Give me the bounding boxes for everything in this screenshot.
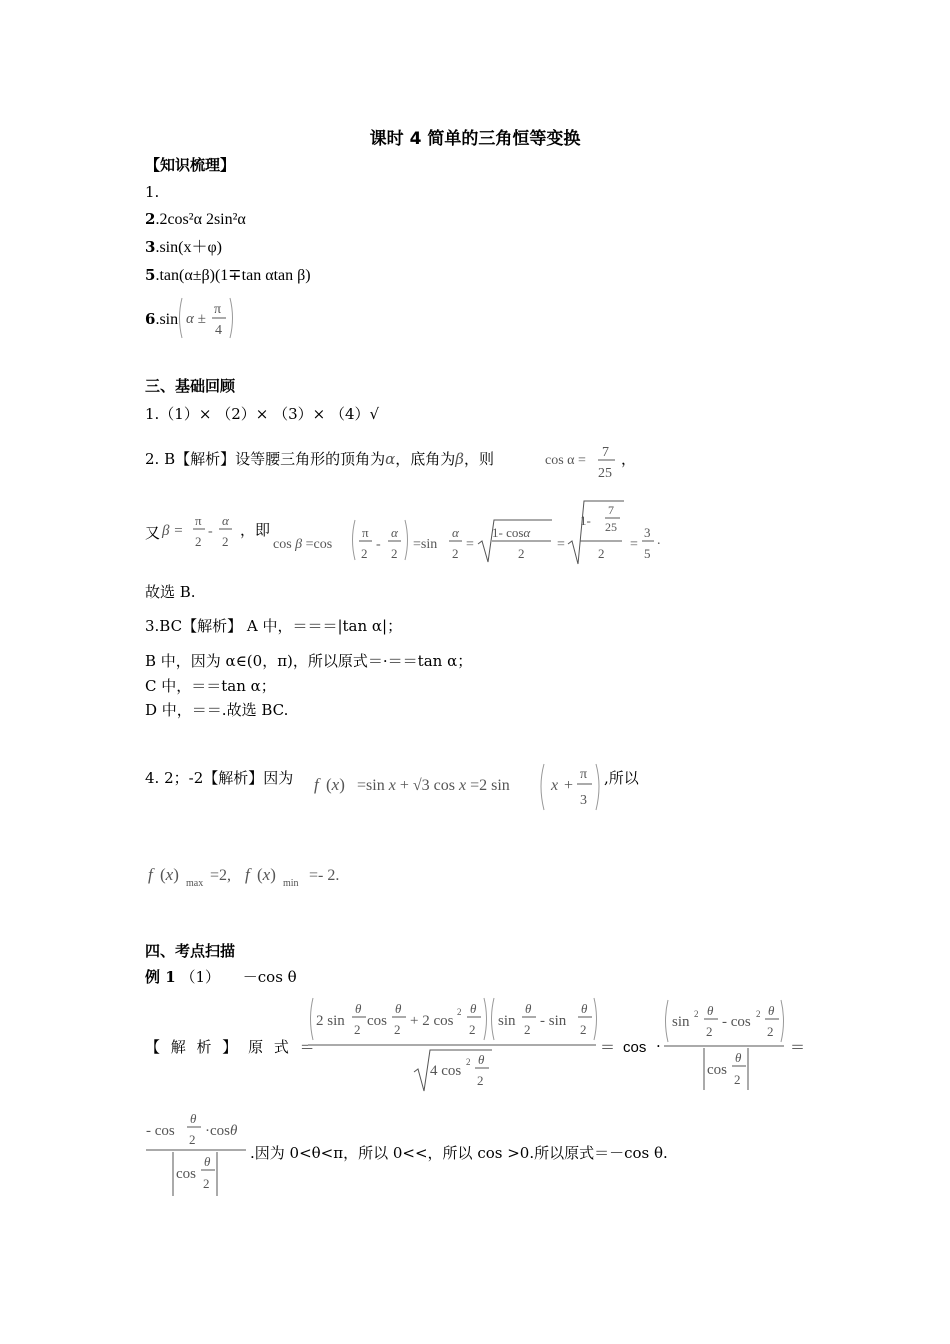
item-number: 3 [145,238,156,256]
svg-text:sin: sin [498,1013,516,1029]
svg-text:=sin x + √3 cos x =2 sin: =sin x + √3 cos x =2 sin [357,777,510,794]
svg-text:f: f [314,775,319,794]
svg-text:cos: cos [176,1166,196,1182]
svg-text:θ: θ [768,1003,775,1018]
svg-text:=- 2.: =- 2. [309,867,340,884]
example1-line [145,967,297,987]
svg-text:θ: θ [204,1154,211,1169]
svg-text:=2,: =2, [210,867,232,884]
q2-line2-prefix: 又 [145,524,161,542]
page-title: 课时 4 简单的三角恒等变换 [369,129,581,149]
svg-text:x: x [551,777,559,794]
formula-den: 25 [598,466,612,481]
item6-formula [176,296,238,340]
svg-text:+ 2 cos: + 2 cos [410,1013,454,1029]
final-text: .因为 0<θ<π，所以 0<<，所以 cos >0.所以原式＝－cos θ. [250,1144,668,1162]
svg-text:- sin: - sin [540,1013,567,1029]
svg-text:sin: sin [672,1014,690,1030]
svg-text:2: 2 [767,1024,774,1039]
review-q4-prefix: 4. 2；-2【解析】因为 [145,769,294,787]
svg-text:2: 2 [694,1009,699,1019]
review-q2-line2 [145,523,160,543]
svg-text:2: 2 [222,534,229,549]
review-q3-line3: C 中，＝＝tan α； [145,677,276,695]
svg-text:2: 2 [195,534,202,549]
svg-text:(x): (x) [160,865,179,884]
svg-text:(x): (x) [257,865,276,884]
svg-text:2: 2 [354,1022,361,1037]
item-number: 1. [145,183,160,201]
formula-num: π [214,302,222,317]
svg-text:cos: cos [367,1013,387,1029]
svg-text:2: 2 [598,546,605,561]
review-q4-suffix: ,所以 [604,769,639,787]
svg-text:=: = [557,537,565,552]
svg-text:θ: θ [525,1001,532,1016]
svg-text:α: α [452,525,459,540]
knowledge-item-1 [145,182,159,202]
formula-left: α ± [186,311,206,327]
review-q3-line4: D 中，＝＝.故选 BC. [145,701,289,719]
example-part: （1） [180,968,220,986]
q4-result-formula [146,856,366,892]
svg-text:2: 2 [580,1022,587,1037]
svg-text:5: 5 [644,546,651,561]
svg-text:cos β =cos: cos β =cos [273,537,333,552]
analysis-label: 【 解 析 】 原 式 ＝ [145,1038,318,1056]
review-q3-line2: B 中，因为 α∈(0，π)，所以原式＝·＝＝tan α； [145,652,473,670]
q2-line2-mid: ，即 [240,523,271,539]
svg-text:θ: θ [470,1001,477,1016]
svg-text:2: 2 [466,1057,471,1067]
svg-text:- cos: - cos [146,1123,175,1139]
svg-text:f: f [245,865,250,884]
cos-word: cos [623,1039,647,1056]
item-number: 5 [145,266,156,284]
svg-text:2: 2 [189,1132,196,1147]
svg-text:=: = [630,537,638,552]
formula-num: 7 [602,445,609,460]
svg-text:4 cos: 4 cos [430,1063,462,1079]
svg-text:=sin: =sin [413,537,438,552]
svg-text:β =: β = [162,523,184,539]
svg-text:2: 2 [477,1073,484,1088]
formula-end: ， [621,452,637,468]
svg-text:2: 2 [706,1024,713,1039]
svg-text:θ: θ [355,1001,362,1016]
ex1-fraction-1 [306,994,598,1094]
svg-text:2: 2 [734,1072,741,1087]
knowledge-item-2 [145,209,246,230]
svg-text:2 sin: 2 sin [316,1013,345,1029]
svg-text:θ: θ [395,1001,402,1016]
svg-text:2: 2 [524,1022,531,1037]
ex1-fraction-3 [144,1106,250,1198]
example-label: 例 1 [145,968,176,986]
svg-text:- cos: - cos [722,1014,751,1030]
svg-text:α: α [222,513,229,528]
svg-text:2: 2 [756,1009,761,1019]
item-number: 2 [145,210,156,228]
q4-formula [312,760,612,814]
q2-derivation-formula [162,498,672,568]
svg-text:θ: θ [735,1050,742,1065]
review-q2-line1: 2. B【解析】设等腰三角形的顶角为α，底角为β，则 [145,450,494,468]
item-text: .sin [155,311,179,328]
svg-text:1- cosα: 1- cosα [492,525,531,540]
review-q1: 1.（1）× （2）× （3）× （4）√ [145,405,380,423]
dot-operator: · [656,1037,661,1055]
formula-lhs: cos α = [545,453,586,468]
knowledge-item-3 [145,237,222,258]
svg-text:π: π [362,525,369,540]
svg-text:-: - [208,524,213,539]
review-q3-line1: 3.BC【解析】 A 中，＝＝＝|tan α|； [145,617,403,635]
eq-sign-1: ＝ [600,1038,616,1056]
svg-text:7: 7 [608,503,614,517]
scan-heading: 四、考点扫描 [145,942,236,960]
svg-text:.: . [657,533,661,548]
q2-mid2: ，则 [463,450,494,468]
svg-text:1-: 1- [580,513,591,528]
knowledge-heading: 【知识梳理】 [145,156,236,174]
svg-text:2: 2 [394,1022,401,1037]
item-text: .sin(x＋φ) [155,239,223,256]
q2-mid1: ，底角为 [395,450,456,468]
svg-text:θ: θ [707,1003,714,1018]
q2-prefix: 2. B【解析】设等腰三角形的顶角为 [145,450,386,468]
svg-text:θ: θ [581,1001,588,1016]
item-number: 6 [145,310,156,328]
svg-text:3: 3 [644,525,651,540]
svg-text:θ: θ [478,1052,485,1067]
knowledge-item-6 [145,309,178,330]
svg-text:min: min [283,878,299,889]
svg-text:cos: cos [707,1062,727,1078]
svg-text:f: f [148,865,153,884]
example-answer: －cos θ [242,968,297,986]
svg-text:(x): (x) [326,775,345,794]
review-heading: 三、基础回顾 [145,377,236,395]
svg-text:2: 2 [452,546,459,561]
svg-text:2: 2 [203,1176,210,1191]
item-text: .2cos²α 2sin²α [155,211,246,228]
svg-text:=: = [466,537,474,552]
eq-sign-2: ＝ [790,1038,806,1056]
svg-text:3: 3 [580,793,587,808]
svg-text:25: 25 [605,520,617,534]
ex1-fraction-2 [662,996,788,1094]
svg-text:+: + [564,777,574,794]
svg-text:2: 2 [391,546,398,561]
svg-text:-: - [376,537,381,552]
q2-cos-alpha-formula [543,440,637,484]
svg-text:2: 2 [469,1022,476,1037]
svg-text:2: 2 [518,546,525,561]
formula-den: 4 [215,323,222,338]
svg-text:π: π [195,513,202,528]
svg-text:θ: θ [190,1111,197,1126]
review-q2-conclusion: 故选 B. [145,583,196,601]
svg-text:·cosθ: ·cosθ [205,1123,238,1139]
svg-text:2: 2 [361,546,368,561]
svg-text:max: max [186,878,204,889]
svg-text:2: 2 [457,1007,462,1017]
knowledge-item-5 [145,265,311,286]
svg-text:α: α [391,525,398,540]
item-text: .tan(α±β)(1∓tan αtan β) [155,267,311,284]
svg-text:π: π [580,767,588,782]
